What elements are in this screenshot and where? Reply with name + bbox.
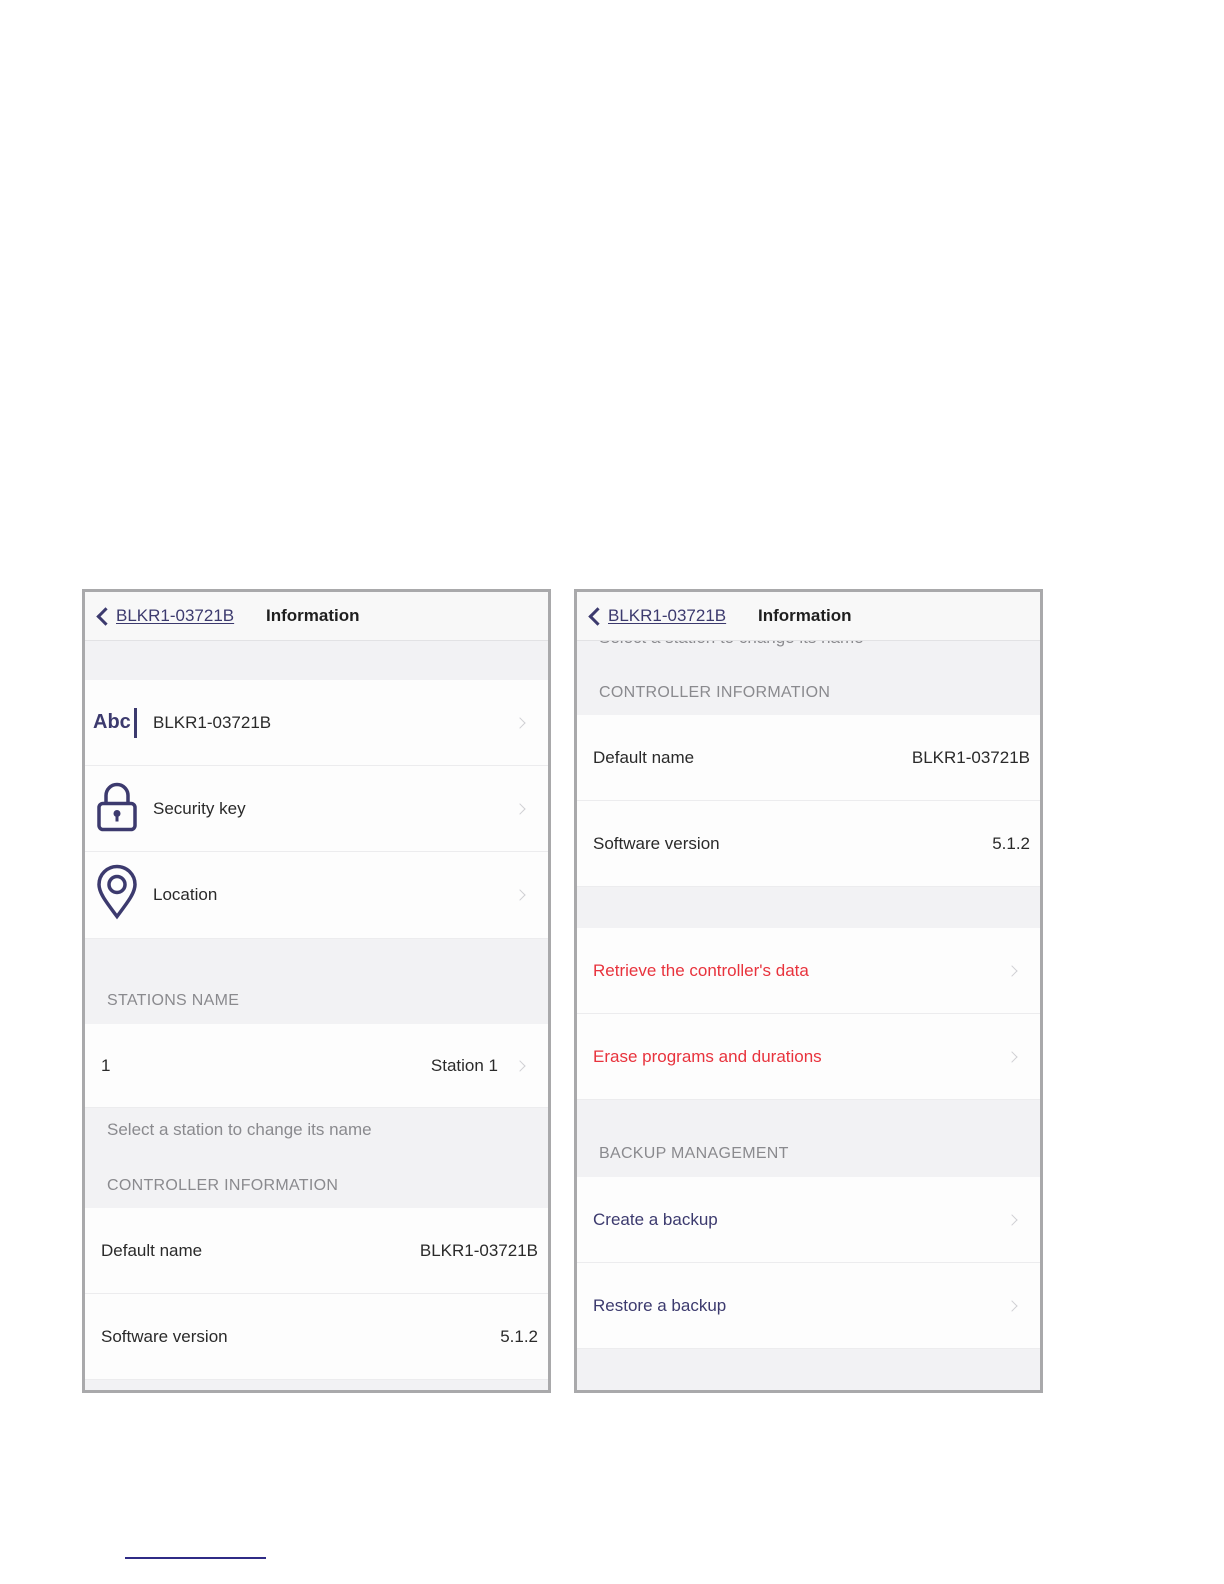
controller-info-section-header: CONTROLLER INFORMATION xyxy=(107,1177,339,1194)
software-version-row xyxy=(85,1294,548,1380)
software-version-row xyxy=(577,801,1040,887)
retrieve-data-label: Retrieve the controller's data xyxy=(593,960,809,980)
stations-section-header: STATIONS NAME xyxy=(107,992,240,1009)
right-screenshot-frame xyxy=(574,589,1043,1393)
retrieve-data-row[interactable] xyxy=(577,928,1040,1014)
stations-footnote: Select a station to change its name xyxy=(107,1120,372,1139)
chevron-right-icon xyxy=(514,717,525,728)
nav-bar xyxy=(85,592,548,641)
nav-bar xyxy=(577,592,1040,641)
backup-section-header: BACKUP MANAGEMENT xyxy=(599,1145,789,1162)
back-button[interactable] xyxy=(99,602,234,630)
chevron-right-icon xyxy=(514,1060,525,1071)
erase-programs-label: Erase programs and durations xyxy=(593,1046,822,1066)
default-name-label: Default name xyxy=(101,1240,203,1260)
controller-name-row[interactable] xyxy=(85,680,548,766)
erase-programs-row[interactable] xyxy=(577,1014,1040,1100)
software-version-label: Software version xyxy=(101,1326,228,1346)
location-row[interactable] xyxy=(85,852,548,939)
create-backup-label: Create a backup xyxy=(593,1209,718,1229)
back-button-label: BLKR1-03721B xyxy=(608,606,727,625)
default-name-row xyxy=(577,715,1040,801)
location-pin-icon xyxy=(95,865,139,926)
controller-name-label: BLKR1-03721B xyxy=(153,712,272,732)
page-title: Information xyxy=(266,606,360,625)
chevron-right-icon xyxy=(1006,1300,1017,1311)
back-button-label: BLKR1-03721B xyxy=(116,606,235,625)
left-screenshot-frame xyxy=(82,589,551,1393)
create-backup-row[interactable] xyxy=(577,1177,1040,1263)
location-label: Location xyxy=(153,885,218,904)
security-key-row[interactable] xyxy=(85,766,548,852)
default-name-row xyxy=(85,1208,548,1294)
station-name-value: Station 1 xyxy=(430,1055,498,1075)
page-title: Information xyxy=(758,606,852,625)
abc-text-cursor-icon: Abc xyxy=(93,708,137,738)
controller-info-section-header: CONTROLLER INFORMATION xyxy=(599,684,831,701)
lock-icon xyxy=(95,779,139,838)
restore-backup-row[interactable] xyxy=(577,1263,1040,1349)
software-version-value: 5.1.2 xyxy=(992,833,1030,853)
software-version-label: Software version xyxy=(593,833,720,853)
security-key-label: Security key xyxy=(153,798,246,818)
chevron-right-icon xyxy=(514,803,525,814)
default-name-value: BLKR1-03721B xyxy=(911,747,1030,767)
chevron-right-icon xyxy=(514,889,525,900)
chevron-left-icon xyxy=(96,607,114,625)
default-name-label: Default name xyxy=(593,747,695,767)
chevron-right-icon xyxy=(1006,965,1017,976)
chevron-right-icon xyxy=(1006,1214,1017,1225)
restore-backup-label: Restore a backup xyxy=(593,1295,727,1315)
default-name-value: BLKR1-03721B xyxy=(419,1240,538,1260)
station-row[interactable] xyxy=(85,1024,548,1108)
chevron-right-icon xyxy=(1006,1051,1017,1062)
underline-rule xyxy=(125,1557,266,1559)
back-button[interactable] xyxy=(591,602,726,630)
chevron-left-icon xyxy=(588,607,606,625)
software-version-value: 5.1.2 xyxy=(500,1326,538,1346)
station-number: 1 xyxy=(101,1055,111,1075)
